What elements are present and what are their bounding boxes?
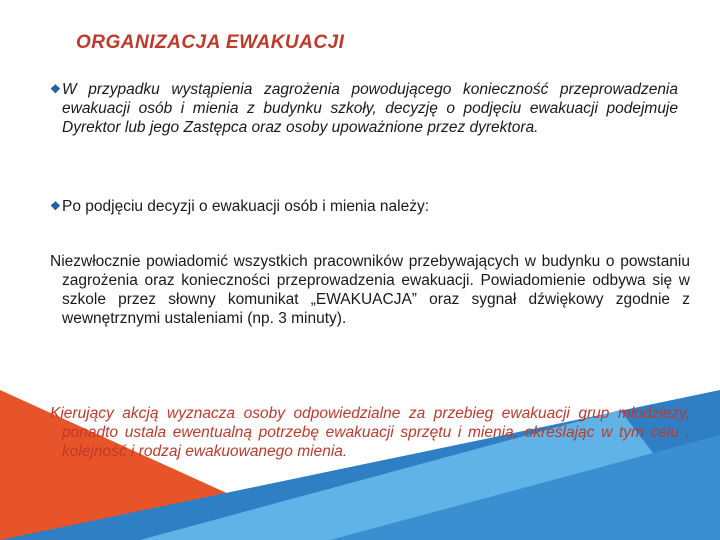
bullet-2 bbox=[50, 197, 678, 216]
diamond-bullet-icon: ❖ bbox=[50, 82, 61, 96]
diamond-bullet-icon: ❖ bbox=[50, 199, 61, 213]
bullet-1 bbox=[50, 80, 678, 137]
paragraph-notify bbox=[50, 252, 690, 328]
bullet-1-text: W przypadku wystąpienia zagrożenia powodującego konieczność przeprowadzenia ewakuacji osób i mienia z budynku szkoły, decyzję o podjęciu ewakuacji podejmuje Dyrektor lub jego Zastępca oraz osoby upoważnione przez dyrektora. bbox=[62, 81, 678, 136]
paragraph-leader bbox=[50, 404, 690, 461]
bullet-2-text: Po podjęciu decyzji o ewakuacji osób i mienia należy: bbox=[62, 198, 430, 215]
paragraph-leader-text: Kierujący akcją wyznacza osoby odpowiedzialne za przebieg ewakuacji grup młodzieży, ponadto ustala ewentualną potrzebę ewakuacji sprzętu i mienia, określając w tym celu , kolejność i rodzaj ewakuowanego mienia. bbox=[50, 405, 690, 460]
paragraph-notify-text: Niezwłocznie powiadomić wszystkich pracowników przebywających w budynku o powstaniu zagrożenia oraz konieczności przeprowadzenia ewakuacji. Powiadomienie odbywa się w szkole przez słowny komunikat „EWAKUACJA” oraz sygnał dźwiękowy zgodnie z wewnętrznymi ustaleniami (np. 3 minuty). bbox=[50, 253, 690, 327]
page-title: ORGANIZACJA EWAKUACJI bbox=[76, 32, 345, 53]
